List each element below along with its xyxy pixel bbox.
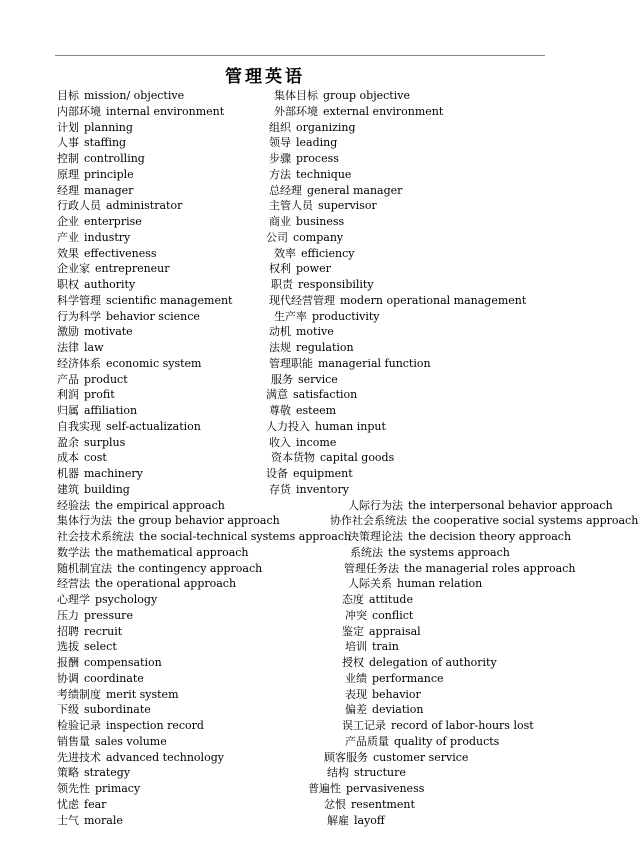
- glossary-entry: [266, 88, 600, 104]
- term-english: manager: [84, 183, 134, 197]
- glossary-entry: [266, 183, 600, 199]
- term-chinese: 人事: [57, 136, 79, 150]
- term-chinese: 经济体系: [57, 356, 101, 370]
- term-english: controlling: [84, 152, 145, 165]
- term-english: quality of products: [394, 734, 500, 748]
- term-english: inspection record: [106, 719, 204, 732]
- term-chinese: 企业家: [57, 262, 90, 276]
- term-english: primacy: [95, 782, 141, 795]
- term-english: merit system: [106, 687, 179, 701]
- term-english: leading: [296, 136, 338, 150]
- term-english: equipment: [293, 467, 353, 480]
- term-chinese: 行为科学: [57, 309, 101, 323]
- term-english: service: [298, 372, 338, 386]
- term-chinese: 选拔: [57, 640, 79, 654]
- term-english: motivate: [84, 325, 133, 339]
- term-english: profit: [84, 388, 115, 402]
- term-english: regulation: [296, 341, 354, 354]
- term-english: customer service: [373, 750, 469, 764]
- glossary-entry: [266, 529, 600, 545]
- term-english: the decision theory approach: [408, 530, 572, 543]
- term-chinese: 决策理论法: [348, 530, 403, 543]
- term-chinese: 随机制宜法: [57, 561, 112, 575]
- term-chinese: 业绩: [345, 671, 367, 685]
- term-chinese: 管理职能: [269, 356, 313, 370]
- term-english: pressure: [84, 608, 133, 622]
- term-chinese: 利润: [57, 388, 79, 402]
- glossary-entry: [266, 513, 638, 529]
- term-english: strategy: [84, 766, 131, 780]
- term-chinese: 数学法: [57, 545, 90, 559]
- term-chinese: 职权: [57, 278, 79, 291]
- term-chinese: 先进技术: [57, 750, 101, 764]
- term-chinese: 人际关系: [348, 577, 392, 591]
- term-chinese: 表现: [345, 687, 367, 701]
- term-chinese: 顾客服务: [324, 750, 368, 764]
- term-english: deviation: [372, 703, 424, 717]
- glossary-entry: [266, 120, 600, 136]
- term-english: company: [293, 230, 344, 244]
- term-chinese: 总经理: [269, 183, 302, 197]
- term-chinese: 冲突: [345, 608, 367, 622]
- term-chinese: 效果: [57, 246, 79, 260]
- glossary-entry: [266, 403, 600, 419]
- glossary-entry: [266, 687, 600, 703]
- term-chinese: 行政人员: [57, 199, 101, 213]
- term-chinese: 法律: [57, 341, 79, 354]
- term-chinese: 法规: [269, 341, 291, 354]
- term-english: income: [296, 435, 337, 449]
- term-english: managerial function: [318, 356, 431, 370]
- glossary-entry: [266, 214, 600, 230]
- term-english: power: [296, 262, 331, 276]
- term-english: record of labor-hours lost: [391, 719, 534, 732]
- term-english: behavior science: [106, 309, 200, 323]
- glossary-entry: [266, 576, 600, 592]
- term-chinese: 盈余: [57, 435, 79, 449]
- term-chinese: 考绩制度: [57, 687, 101, 701]
- term-english: the group behavior approach: [117, 514, 280, 528]
- term-chinese: 自我实现: [57, 419, 101, 433]
- glossary-entry: [266, 198, 600, 214]
- term-chinese: 存货: [269, 482, 291, 496]
- term-chinese: 协调: [57, 671, 79, 685]
- term-english: surplus: [84, 435, 126, 449]
- glossary-entry: [266, 356, 600, 372]
- term-english: human input: [315, 419, 386, 433]
- glossary-entry: [266, 624, 600, 640]
- glossary-entry: [266, 671, 600, 687]
- term-english: group objective: [323, 89, 410, 102]
- term-english: esteem: [296, 404, 337, 417]
- term-chinese: 收入: [269, 435, 291, 449]
- term-chinese: 职责: [271, 278, 293, 291]
- glossary-entry: [266, 104, 600, 120]
- term-english: attitude: [369, 593, 413, 606]
- term-chinese: 产品质量: [345, 734, 389, 748]
- term-english: the contingency approach: [117, 561, 263, 575]
- glossary-entry: [266, 765, 600, 781]
- glossary-entry: [266, 639, 600, 655]
- term-chinese: 权利: [269, 262, 291, 276]
- term-english: administrator: [106, 199, 183, 213]
- term-chinese: 管理任务法: [344, 561, 399, 575]
- term-english: the operational approach: [95, 577, 237, 591]
- term-chinese: 服务: [271, 372, 293, 386]
- term-english: coordinate: [84, 671, 144, 685]
- glossary-entry: [266, 608, 600, 624]
- term-english: law: [84, 341, 104, 354]
- term-english: organizing: [296, 120, 356, 134]
- glossary-entry: [266, 324, 600, 340]
- glossary-entry: [266, 419, 600, 435]
- term-chinese: 培训: [345, 640, 367, 654]
- term-english: motive: [296, 325, 334, 339]
- term-english: enterprise: [84, 215, 142, 228]
- term-english: technique: [296, 167, 352, 181]
- term-english: subordinate: [84, 703, 151, 717]
- term-english: productivity: [312, 309, 380, 323]
- glossary-entry: [266, 734, 600, 750]
- glossary-entry: [266, 498, 613, 514]
- glossary-entry: [266, 718, 600, 734]
- glossary-entry: [266, 466, 600, 482]
- term-english: building: [84, 482, 130, 496]
- term-chinese: 压力: [57, 608, 79, 622]
- term-chinese: 态度: [342, 593, 364, 606]
- term-english: human relation: [397, 577, 483, 591]
- term-english: inventory: [296, 482, 349, 496]
- term-chinese: 组织: [269, 120, 291, 134]
- term-english: satisfaction: [293, 388, 358, 402]
- term-chinese: 结构: [327, 766, 349, 780]
- term-english: structure: [354, 766, 406, 780]
- term-english: staffing: [84, 136, 127, 150]
- term-chinese: 协作社会系统法: [330, 514, 407, 528]
- term-chinese: 社会技术系统法: [57, 530, 134, 543]
- glossary-entry: [266, 261, 600, 277]
- term-english: process: [296, 152, 339, 165]
- term-english: behavior: [372, 687, 421, 701]
- term-chinese: 偏差: [345, 703, 367, 717]
- term-english: morale: [84, 813, 123, 827]
- glossary-entry: [266, 309, 600, 325]
- term-english: cost: [84, 451, 107, 465]
- term-chinese: 普遍性: [308, 782, 341, 795]
- glossary-entry: [266, 435, 600, 451]
- term-english: delegation of authority: [369, 656, 497, 669]
- term-english: mission/ objective: [84, 89, 185, 102]
- term-chinese: 经理: [57, 183, 79, 197]
- term-chinese: 忿恨: [324, 797, 346, 811]
- term-english: the systems approach: [388, 545, 510, 559]
- glossary-entry: [266, 167, 600, 183]
- term-english: scientific management: [106, 293, 233, 307]
- glossary-entry: [266, 592, 600, 608]
- term-chinese: 心理学: [57, 593, 90, 606]
- term-english: modern operational management: [340, 293, 527, 307]
- term-english: entrepreneur: [95, 262, 170, 276]
- term-english: pervasiveness: [346, 782, 425, 795]
- term-chinese: 建筑: [57, 482, 79, 496]
- glossary-entry: [266, 372, 600, 388]
- term-chinese: 科学管理: [57, 293, 101, 307]
- term-english: the empirical approach: [95, 498, 225, 512]
- glossary-entry: [266, 450, 600, 466]
- term-chinese: 集体行为法: [57, 514, 112, 528]
- term-chinese: 方法: [269, 167, 291, 181]
- term-english: principle: [84, 167, 134, 181]
- term-english: advanced technology: [106, 750, 224, 764]
- term-chinese: 生产率: [274, 309, 307, 323]
- term-english: product: [84, 372, 128, 386]
- term-chinese: 人力投入: [266, 419, 310, 433]
- glossary-entry: [266, 750, 600, 766]
- glossary-entry: [266, 813, 600, 829]
- term-chinese: 误工记录: [342, 719, 386, 732]
- glossary-entry: [266, 655, 600, 671]
- term-english: affiliation: [84, 404, 138, 417]
- term-chinese: 资本货物: [271, 451, 315, 465]
- term-chinese: 报酬: [57, 656, 79, 669]
- term-chinese: 设备: [266, 467, 288, 480]
- glossary-entry: [266, 246, 600, 262]
- term-chinese: 机器: [57, 467, 79, 480]
- glossary-entry: [266, 340, 600, 356]
- term-chinese: 企业: [57, 215, 79, 228]
- term-chinese: 动机: [269, 325, 291, 339]
- term-english: the social-technical systems approach: [139, 530, 352, 543]
- term-english: conflict: [372, 608, 414, 622]
- term-english: appraisal: [369, 624, 421, 638]
- term-english: the cooperative social systems approach: [412, 514, 638, 528]
- term-chinese: 满意: [266, 388, 288, 402]
- term-chinese: 归属: [57, 404, 79, 417]
- term-chinese: 公司: [266, 230, 288, 244]
- term-english: external environment: [323, 104, 444, 118]
- term-chinese: 招聘: [57, 624, 79, 638]
- term-english: fear: [84, 797, 107, 811]
- term-english: general manager: [307, 183, 403, 197]
- term-english: compensation: [84, 656, 162, 669]
- term-chinese: 尊敬: [269, 404, 291, 417]
- term-english: performance: [372, 671, 444, 685]
- glossary-entry: [266, 151, 600, 167]
- term-english: sales volume: [95, 734, 167, 748]
- term-chinese: 解雇: [327, 813, 349, 827]
- term-chinese: 目标: [57, 89, 79, 102]
- term-chinese: 策略: [57, 766, 79, 780]
- glossary-entry: [266, 135, 600, 151]
- term-english: authority: [84, 278, 136, 291]
- term-english: machinery: [84, 467, 143, 480]
- term-chinese: 集体目标: [274, 89, 318, 102]
- glossary-entry: [266, 702, 600, 718]
- glossary-entry: [266, 482, 600, 498]
- term-english: efficiency: [301, 246, 355, 260]
- term-english: internal environment: [106, 104, 225, 118]
- term-chinese: 领导: [269, 136, 291, 150]
- term-chinese: 产业: [57, 230, 79, 244]
- term-english: effectiveness: [84, 246, 157, 260]
- term-english: self-actualization: [106, 419, 201, 433]
- glossary-entry: [266, 277, 600, 293]
- glossary-entry: [266, 797, 600, 813]
- term-chinese: 领先性: [57, 782, 90, 795]
- term-chinese: 步骤: [269, 152, 291, 165]
- glossary-right-column: [266, 88, 638, 828]
- term-english: select: [84, 640, 117, 654]
- term-english: industry: [84, 230, 131, 244]
- header-rule: [55, 55, 545, 56]
- page-title: 管理英语: [225, 67, 305, 87]
- term-chinese: 激励: [57, 325, 79, 339]
- term-chinese: 内部环境: [57, 104, 101, 118]
- term-chinese: 成本: [57, 451, 79, 465]
- term-chinese: 现代经营管理: [269, 293, 335, 307]
- term-chinese: 销售量: [57, 734, 90, 748]
- term-english: the mathematical approach: [95, 545, 249, 559]
- term-english: layoff: [354, 813, 385, 827]
- term-chinese: 外部环境: [274, 104, 318, 118]
- term-chinese: 检验记录: [57, 719, 101, 732]
- term-chinese: 系统法: [350, 545, 383, 559]
- glossary-entry: [266, 387, 600, 403]
- glossary-entry: [266, 230, 600, 246]
- term-chinese: 控制: [57, 152, 79, 165]
- term-chinese: 授权: [342, 656, 364, 669]
- term-chinese: 士气: [57, 813, 79, 827]
- term-chinese: 鉴定: [342, 624, 364, 638]
- term-english: the managerial roles approach: [404, 561, 576, 575]
- term-english: responsibility: [298, 278, 374, 291]
- term-chinese: 忧虑: [57, 797, 79, 811]
- term-chinese: 产品: [57, 372, 79, 386]
- term-english: economic system: [106, 356, 202, 370]
- term-chinese: 下级: [57, 703, 79, 717]
- term-english: psychology: [95, 593, 158, 606]
- term-chinese: 商业: [269, 215, 291, 228]
- term-english: capital goods: [320, 451, 395, 465]
- glossary-entry: [266, 561, 600, 577]
- term-chinese: 经营法: [57, 577, 90, 591]
- term-english: recruit: [84, 624, 123, 638]
- term-english: resentment: [351, 797, 415, 811]
- term-chinese: 计划: [57, 120, 79, 134]
- term-chinese: 主管人员: [269, 199, 313, 213]
- term-english: train: [372, 640, 399, 654]
- term-english: planning: [84, 120, 133, 134]
- glossary-entry: [266, 781, 600, 797]
- term-chinese: 原理: [57, 167, 79, 181]
- term-english: supervisor: [318, 199, 377, 213]
- glossary-entry: [266, 545, 600, 561]
- glossary-entry: [266, 293, 600, 309]
- term-chinese: 经验法: [57, 498, 90, 512]
- term-chinese: 人际行为法: [348, 498, 403, 512]
- term-english: the interpersonal behavior approach: [408, 498, 613, 512]
- term-chinese: 效率: [274, 246, 296, 260]
- term-english: business: [296, 215, 345, 228]
